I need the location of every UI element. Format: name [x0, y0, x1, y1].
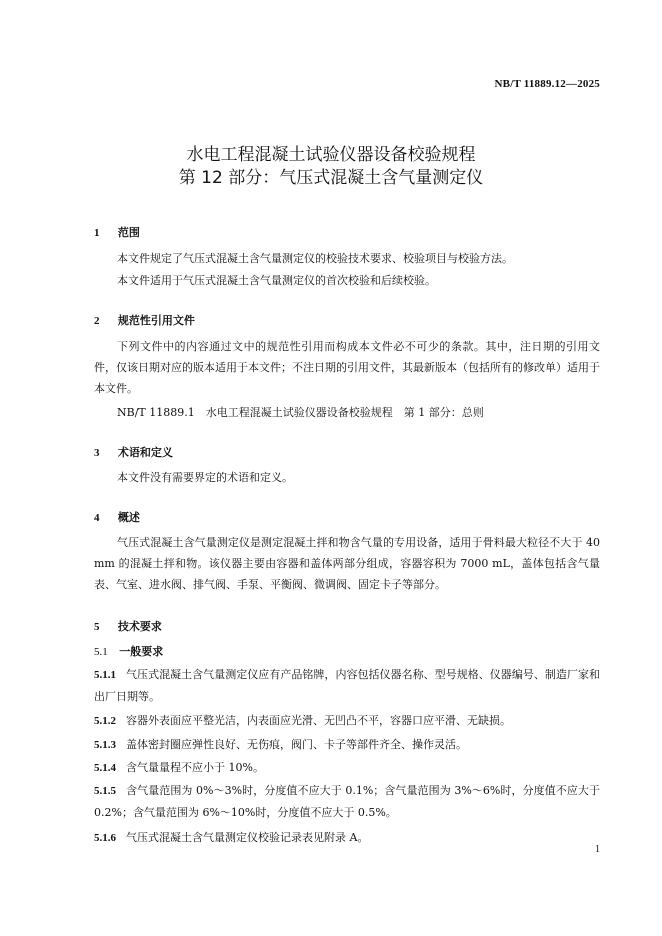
section-4-para-1: 气压式混凝土含气量测定仪是测定混凝土拌和物含气量的专用设备，适用于骨料最大粒径不大于 40 mm 的混凝土拌和物。该仪器主要由容器和盖体两部分组成，容器容积为 7000 mL，盖体包括含气量表、气室、进水阀、排气阀、手泵、平衡阀、微调阀、固定卡子等部分。 — [94, 536, 600, 591]
clause-text: 含气量量程不应小于 10%。 — [126, 761, 264, 774]
clause-5-1-6 — [94, 827, 600, 849]
clause-5-1-1 — [94, 664, 600, 707]
clause-number: 5.1.6 — [94, 832, 116, 844]
page-number: 1 — [595, 844, 600, 855]
section-1-para-2: 本文件适用于气压式混凝土含气量测定仪的首次校验和后续校验。 — [117, 274, 436, 287]
document-title-line1: 水电工程混凝土试验仪器设备校验规程 — [186, 145, 476, 165]
clause-5-1-4 — [94, 757, 600, 779]
subsection-title: 一般要求 — [119, 645, 164, 658]
section-number: 2 — [94, 315, 100, 327]
section-title: 范围 — [117, 226, 140, 239]
section-3-para-1: 本文件没有需要界定的术语和定义。 — [117, 471, 293, 484]
section-5-heading — [94, 618, 162, 634]
section-title: 技术要求 — [117, 620, 162, 633]
clause-number: 5.1.5 — [94, 785, 116, 797]
clause-5-1-5 — [94, 780, 600, 823]
section-1-heading — [94, 224, 140, 240]
subsection-number: 5.1 — [94, 646, 108, 658]
clause-number: 5.1.2 — [94, 715, 116, 727]
section-1-para-1: 本文件规定了气压式混凝土含气量测定仪的校验技术要求、校验项目与校验方法。 — [117, 252, 513, 265]
clause-number: 5.1.3 — [94, 739, 116, 751]
section-2-para-1: 下列文件中的内容通过文中的规范性引用而构成本文件必不可少的条款。其中，注日期的引用文件，仅该日期对应的版本适用于本文件；不注日期的引用文件，其最新版本（包括所有的修改单）适用于本文件。 — [94, 340, 600, 395]
section-title: 术语和定义 — [117, 446, 173, 459]
section-3-heading — [94, 444, 173, 460]
subsection-5-1-heading — [94, 641, 600, 663]
clause-5-1-2 — [94, 710, 600, 732]
clause-number: 5.1.1 — [94, 669, 116, 681]
document-title-line2: 第 12 部分：气压式混凝土含气量测定仪 — [178, 168, 484, 188]
clause-text: 容器外表面应平整光洁，内表面应光滑、无凹凸不平，容器口应平滑、无缺损。 — [126, 714, 511, 727]
section-number: 4 — [94, 512, 100, 524]
section-number: 1 — [94, 227, 100, 239]
section-title: 规范性引用文件 — [117, 314, 195, 327]
normative-reference: NB/T 11889.1 水电工程混凝土试验仪器设备校验规程 第 1 部分：总则 — [117, 406, 484, 419]
clause-number: 5.1.4 — [94, 762, 116, 774]
section-2-heading — [94, 312, 195, 328]
section-title: 概述 — [117, 511, 140, 524]
section-number: 3 — [94, 447, 100, 459]
section-number: 5 — [94, 621, 100, 633]
clause-text: 气压式混凝土含气量测定仪校验记录表见附录 A。 — [126, 831, 369, 844]
clause-text: 气压式混凝土含气量测定仪应有产品铭牌，内容包括仪器名称、型号规格、仪器编号、制造厂家和出厂日期等。 — [94, 668, 600, 703]
clause-5-1-3 — [94, 734, 600, 756]
clause-text: 含气量范围为 0%～3%时，分度值不应大于 0.1%；含气量范围为 3%～6%时，分度值不应大于 0.2%；含气量范围为 6%～10%时，分度值不应大于 0.5%。 — [94, 784, 600, 819]
standard-number: NB/T 11889.12—2025 — [494, 78, 600, 90]
clause-text: 盖体密封圈应弹性良好、无伤痕，阀门、卡子等部件齐全、操作灵活。 — [126, 738, 467, 751]
section-4-heading — [94, 509, 140, 525]
